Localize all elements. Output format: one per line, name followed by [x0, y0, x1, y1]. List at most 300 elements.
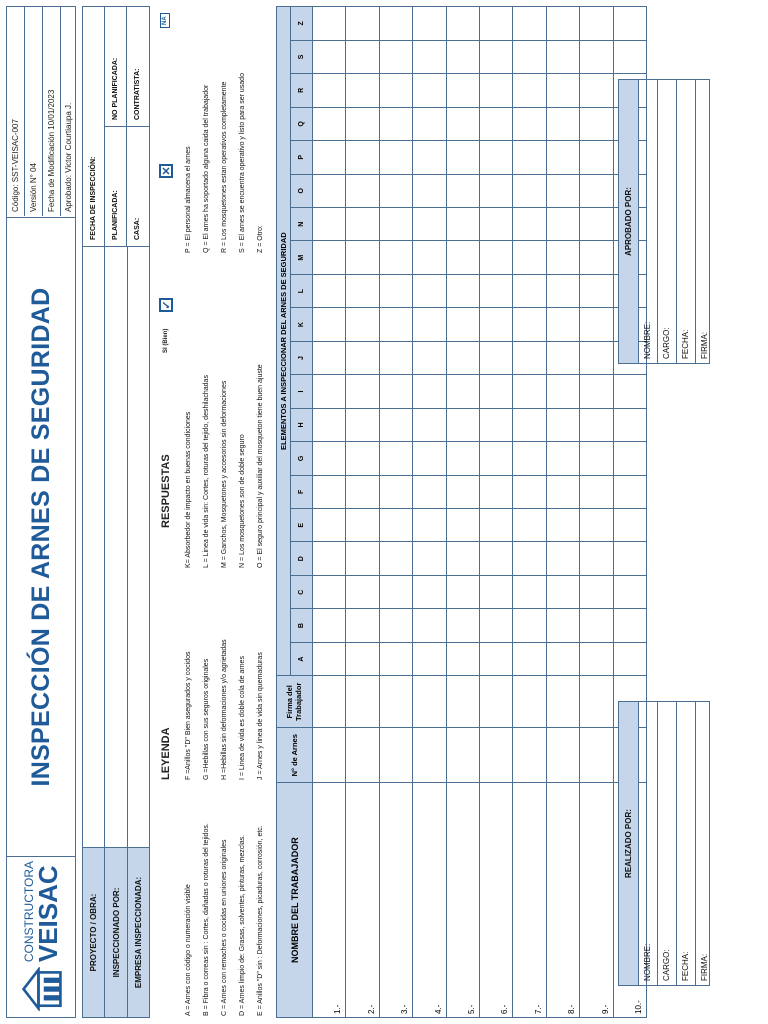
- check-cell-l[interactable]: [346, 274, 379, 307]
- worker-name-header-text: NOMBRE DEL TRABAJADOR: [289, 837, 300, 964]
- check-cell-h[interactable]: [446, 408, 479, 441]
- check-cell-s[interactable]: [379, 40, 412, 73]
- check-cell-e[interactable]: [479, 509, 512, 542]
- legend-item-o: O = El seguro principal y auxiliar del mosqueton tiene buen ajuste: [257, 364, 264, 568]
- check-cell-c[interactable]: [546, 575, 579, 608]
- check-cell-q[interactable]: [479, 107, 512, 140]
- check-cell-n[interactable]: [313, 207, 346, 240]
- check-cell-d[interactable]: [413, 542, 446, 575]
- check-cell-s[interactable]: [413, 40, 446, 73]
- check-cell-e[interactable]: [379, 509, 412, 542]
- aprobado-name[interactable]: NOMBRE:: [639, 80, 658, 363]
- check-cell-l[interactable]: [479, 274, 512, 307]
- check-cell-m[interactable]: [446, 241, 479, 274]
- check-cell-f[interactable]: [513, 475, 546, 508]
- responses-title: RESPUESTAS: [160, 454, 172, 528]
- element-col-q: Q: [291, 107, 313, 140]
- check-cell-b[interactable]: [379, 609, 412, 642]
- realizado-firma[interactable]: FIRMA:: [700, 953, 709, 981]
- check-cell-j[interactable]: [379, 341, 412, 374]
- check-cell-o[interactable]: [479, 174, 512, 207]
- check-cell-m[interactable]: [313, 241, 346, 274]
- check-cell-c[interactable]: [613, 575, 646, 608]
- check-cell-l[interactable]: [580, 274, 613, 307]
- legend-item-s: S = El arnes se encuentra operativo y listo para ser usado: [239, 73, 246, 253]
- check-cell-f[interactable]: [479, 475, 512, 508]
- worker-name-cell[interactable]: [513, 783, 546, 1018]
- check-cell-g[interactable]: [613, 442, 646, 475]
- legend-item-i: I = Linea de vida es doble cola de arnes: [239, 656, 246, 780]
- element-col-s: S: [291, 40, 313, 73]
- header: [6, 6, 76, 1018]
- check-cell-a[interactable]: [379, 642, 412, 675]
- legend-item-r: R = Los mosquetones estan operativos completamente: [221, 81, 228, 253]
- check-cell-e[interactable]: [413, 509, 446, 542]
- element-col-p: P: [291, 141, 313, 174]
- check-cell-m[interactable]: [479, 241, 512, 274]
- aprobado-cargo[interactable]: CARGO:: [658, 80, 677, 363]
- check-cell-m[interactable]: [413, 241, 446, 274]
- check-cell-b[interactable]: [413, 609, 446, 642]
- check-cell-h[interactable]: [580, 408, 613, 441]
- check-cell-l[interactable]: [379, 274, 412, 307]
- check-cell-p[interactable]: [513, 141, 546, 174]
- check-cell-f[interactable]: [446, 475, 479, 508]
- signature-cell[interactable]: [413, 676, 446, 728]
- check-cell-r[interactable]: [313, 74, 346, 107]
- check-cell-p[interactable]: [413, 141, 446, 174]
- element-col-i: I: [291, 375, 313, 408]
- signature-cell[interactable]: [479, 676, 512, 728]
- check-cell-s[interactable]: [513, 40, 546, 73]
- check-cell-c[interactable]: [513, 575, 546, 608]
- check-cell-g[interactable]: [513, 442, 546, 475]
- check-cell-a[interactable]: [313, 642, 346, 675]
- check-cell-n[interactable]: [413, 207, 446, 240]
- realizado-name[interactable]: NOMBRE:: [639, 702, 658, 985]
- check-cell-d[interactable]: [446, 542, 479, 575]
- check-cell-h[interactable]: [513, 408, 546, 441]
- element-col-n: N: [291, 207, 313, 240]
- worker-name-cell[interactable]: [313, 783, 346, 1018]
- check-cell-e[interactable]: [346, 509, 379, 542]
- check-cell-z[interactable]: [546, 7, 579, 41]
- check-cell-n[interactable]: [546, 207, 579, 240]
- check-cell-c[interactable]: [413, 575, 446, 608]
- check-cell-s[interactable]: [613, 40, 646, 73]
- legend-item-k: K= Absorbedor de impacto en buenas condiciones: [185, 411, 192, 568]
- check-cell-s[interactable]: [546, 40, 579, 73]
- worker-name-cell[interactable]: [346, 783, 379, 1018]
- legend-title: LEYENDA: [160, 727, 172, 780]
- check-cell-d[interactable]: [313, 542, 346, 575]
- harness-number-cell[interactable]: [379, 728, 412, 783]
- check-cell-p[interactable]: [580, 141, 613, 174]
- table-row: [313, 7, 346, 1018]
- check-cell-n[interactable]: [446, 207, 479, 240]
- check-cell-d[interactable]: [513, 542, 546, 575]
- check-cell-r[interactable]: [379, 74, 412, 107]
- meta-date: Fecha de Modificación 10/01/2023: [43, 6, 61, 216]
- check-cell-n[interactable]: [346, 207, 379, 240]
- check-cell-h[interactable]: [613, 408, 646, 441]
- x-mark-icon: ✕: [159, 164, 173, 178]
- legend-item-j: J = Arnes y linea de vida sin quemaduras: [257, 652, 264, 780]
- check-cell-b[interactable]: [479, 609, 512, 642]
- check-cell-k[interactable]: [346, 308, 379, 341]
- check-cell-f[interactable]: [613, 475, 646, 508]
- check-cell-r[interactable]: [546, 74, 579, 107]
- check-cell-o[interactable]: [379, 174, 412, 207]
- harness-number-header-text: N° de Arnes: [290, 734, 299, 777]
- signature-cell[interactable]: [346, 676, 379, 728]
- check-cell-j[interactable]: [446, 341, 479, 374]
- signature-cell[interactable]: [546, 676, 579, 728]
- check-cell-b[interactable]: [446, 609, 479, 642]
- check-cell-z[interactable]: [346, 7, 379, 41]
- check-cell-z[interactable]: [446, 7, 479, 41]
- check-cell-f[interactable]: [546, 475, 579, 508]
- elements-header-text: ELEMENTOS A INSPECCIONAR DEL ARNES DE SEGURIDAD: [279, 232, 288, 450]
- check-cell-m[interactable]: [379, 241, 412, 274]
- signature-cell[interactable]: [513, 676, 546, 728]
- check-cell-a[interactable]: [613, 642, 646, 675]
- check-cell-r[interactable]: [479, 74, 512, 107]
- element-col-a: A: [291, 642, 313, 675]
- check-cell-n[interactable]: [580, 207, 613, 240]
- meta-code: Código: SST-VEISAC-007: [7, 6, 25, 216]
- check-cell-r[interactable]: [580, 74, 613, 107]
- worker-signature-header-text: Firma del Trabajador: [285, 682, 303, 721]
- check-cell-k[interactable]: [479, 308, 512, 341]
- check-cell-o[interactable]: [546, 174, 579, 207]
- legend-item-n: N = Los mosquetones son de doble seguro: [239, 434, 246, 568]
- check-cell-c[interactable]: [313, 575, 346, 608]
- check-cell-q[interactable]: [413, 107, 446, 140]
- check-cell-q[interactable]: [446, 107, 479, 140]
- check-cell-d[interactable]: [580, 542, 613, 575]
- worker-name-cell[interactable]: [580, 783, 613, 1018]
- check-cell-z[interactable]: [479, 7, 512, 41]
- check-cell-g[interactable]: [313, 442, 346, 475]
- check-cell-i[interactable]: [580, 375, 613, 408]
- check-cell-p[interactable]: [446, 141, 479, 174]
- check-cell-e[interactable]: [546, 509, 579, 542]
- element-col-k: K: [291, 308, 313, 341]
- check-cell-h[interactable]: [346, 408, 379, 441]
- company-field[interactable]: [128, 247, 149, 847]
- check-cell-s[interactable]: [580, 40, 613, 73]
- planned-label: PLANIFICADA:: [105, 126, 127, 246]
- element-col-c: C: [291, 575, 313, 608]
- inspection-table: [276, 6, 647, 1018]
- check-cell-m[interactable]: [346, 241, 379, 274]
- legend-col-3: [180, 318, 270, 568]
- worker-signature-header: [277, 676, 313, 728]
- check-cell-f[interactable]: [580, 475, 613, 508]
- check-cell-p[interactable]: [346, 141, 379, 174]
- check-cell-p[interactable]: [313, 141, 346, 174]
- check-cell-m[interactable]: [513, 241, 546, 274]
- check-cell-a[interactable]: [513, 642, 546, 675]
- check-cell-g[interactable]: [346, 442, 379, 475]
- harness-number-header: [277, 728, 313, 783]
- check-cell-o[interactable]: [513, 174, 546, 207]
- company-small-text: CONSTRUCTORA: [22, 861, 36, 963]
- check-cell-n[interactable]: [479, 207, 512, 240]
- check-cell-e[interactable]: [446, 509, 479, 542]
- element-col-f: F: [291, 475, 313, 508]
- realizado-title: REALIZADO POR:: [619, 702, 639, 985]
- check-cell-i[interactable]: [613, 375, 646, 408]
- check-cell-h[interactable]: [546, 408, 579, 441]
- check-cell-e[interactable]: [613, 509, 646, 542]
- check-cell-j[interactable]: [580, 341, 613, 374]
- signature-cell[interactable]: [580, 676, 613, 728]
- check-cell-h[interactable]: [313, 408, 346, 441]
- check-cell-i[interactable]: [446, 375, 479, 408]
- check-cell-f[interactable]: [346, 475, 379, 508]
- logo: [15, 861, 69, 1011]
- worker-name-cell[interactable]: [446, 783, 479, 1018]
- check-cell-k[interactable]: [313, 308, 346, 341]
- check-cell-i[interactable]: [513, 375, 546, 408]
- inspected-by-label: INSPECCIONADO POR:: [105, 847, 128, 1017]
- elements-header: [277, 7, 291, 676]
- check-cell-a[interactable]: [546, 642, 579, 675]
- check-cell-i[interactable]: [479, 375, 512, 408]
- check-cell-j[interactable]: [479, 341, 512, 374]
- element-col-m: M: [291, 241, 313, 274]
- check-cell-e[interactable]: [313, 509, 346, 542]
- check-cell-a[interactable]: [479, 642, 512, 675]
- legend-item-d: D = Arnes limpio de: Grasas, solventes, pinturas, mezclas.: [239, 834, 246, 1016]
- check-cell-l[interactable]: [446, 274, 479, 307]
- check-cell-b[interactable]: [546, 609, 579, 642]
- check-cell-o[interactable]: [413, 174, 446, 207]
- check-cell-q[interactable]: [546, 107, 579, 140]
- check-cell-n[interactable]: [513, 207, 546, 240]
- check-cell-p[interactable]: [379, 141, 412, 174]
- check-cell-z[interactable]: [613, 7, 646, 41]
- check-cell-z[interactable]: [513, 7, 546, 41]
- check-cell-c[interactable]: [379, 575, 412, 608]
- check-cell-q[interactable]: [379, 107, 412, 140]
- check-cell-a[interactable]: [580, 642, 613, 675]
- check-cell-p[interactable]: [479, 141, 512, 174]
- check-cell-l[interactable]: [546, 274, 579, 307]
- check-cell-l[interactable]: [413, 274, 446, 307]
- worker-name-cell[interactable]: [413, 783, 446, 1018]
- check-cell-s[interactable]: [313, 40, 346, 73]
- element-col-z: Z: [291, 7, 313, 41]
- signature-cell[interactable]: [379, 676, 412, 728]
- check-cell-f[interactable]: [379, 475, 412, 508]
- check-cell-b[interactable]: [580, 609, 613, 642]
- check-cell-q[interactable]: [313, 107, 346, 140]
- check-cell-q[interactable]: [513, 107, 546, 140]
- check-cell-r[interactable]: [346, 74, 379, 107]
- check-cell-i[interactable]: [346, 375, 379, 408]
- check-cell-d[interactable]: [479, 542, 512, 575]
- check-cell-i[interactable]: [379, 375, 412, 408]
- check-cell-l[interactable]: [313, 274, 346, 307]
- worker-name-cell[interactable]: [479, 783, 512, 1018]
- check-cell-e[interactable]: [580, 509, 613, 542]
- check-cell-s[interactable]: [479, 40, 512, 73]
- aprobado-firma[interactable]: FIRMA:: [700, 331, 709, 359]
- check-cell-o[interactable]: [313, 174, 346, 207]
- check-cell-z[interactable]: [580, 7, 613, 41]
- check-cell-o[interactable]: [346, 174, 379, 207]
- company-name: VEISAC: [33, 865, 63, 963]
- legend-item-c: C = Arnes con remaches o cocidas en uniones originales: [221, 839, 228, 1016]
- project-field[interactable]: [83, 247, 105, 847]
- check-cell-n[interactable]: [379, 207, 412, 240]
- check-cell-b[interactable]: [613, 609, 646, 642]
- check-cell-s[interactable]: [346, 40, 379, 73]
- table-row: [446, 7, 479, 1018]
- row-number: 5.-: [466, 1004, 476, 1014]
- check-cell-b[interactable]: [346, 609, 379, 642]
- check-cell-h[interactable]: [479, 408, 512, 441]
- check-cell-m[interactable]: [580, 241, 613, 274]
- check-cell-g[interactable]: [479, 442, 512, 475]
- legend-item-a: A = Arnes con código o numeración visible: [185, 884, 192, 1016]
- check-cell-g[interactable]: [580, 442, 613, 475]
- element-col-e: E: [291, 509, 313, 542]
- worker-name-header: [277, 783, 313, 1018]
- check-cell-r[interactable]: [446, 74, 479, 107]
- check-cell-k[interactable]: [513, 308, 546, 341]
- check-cell-d[interactable]: [546, 542, 579, 575]
- realizado-fecha[interactable]: FECHA:: [677, 702, 696, 985]
- check-cell-q[interactable]: [580, 107, 613, 140]
- check-cell-k[interactable]: [546, 308, 579, 341]
- inspected-by-field[interactable]: [105, 247, 128, 847]
- legend-item-f: F =Anillos "D" Bien asegurados y cocidos: [185, 651, 192, 780]
- check-cell-k[interactable]: [580, 308, 613, 341]
- check-cell-a[interactable]: [346, 642, 379, 675]
- check-cell-j[interactable]: [313, 341, 346, 374]
- check-cell-k[interactable]: [379, 308, 412, 341]
- legend-item-p: P = El personal almacena el arnes: [185, 146, 192, 253]
- inspection-date-label: FECHA DE INSPECCIÓN:: [83, 6, 105, 246]
- check-cell-d[interactable]: [379, 542, 412, 575]
- check-cell-g[interactable]: [413, 442, 446, 475]
- row-number: 8.-: [567, 1004, 577, 1014]
- harness-number-cell[interactable]: [313, 728, 346, 783]
- harness-number-cell[interactable]: [413, 728, 446, 783]
- realizado-box: [618, 701, 710, 986]
- check-cell-d[interactable]: [613, 542, 646, 575]
- harness-number-cell[interactable]: [513, 728, 546, 783]
- aprobado-fecha[interactable]: FECHA:: [677, 80, 696, 363]
- check-cell-g[interactable]: [546, 442, 579, 475]
- table-row: [346, 7, 379, 1018]
- meta-version: Versión N° 04: [25, 6, 43, 216]
- signature-cell[interactable]: [446, 676, 479, 728]
- check-cell-c[interactable]: [346, 575, 379, 608]
- check-cell-g[interactable]: [446, 442, 479, 475]
- row-number: 3.-: [400, 1004, 410, 1014]
- check-cell-b[interactable]: [513, 609, 546, 642]
- check-cell-z[interactable]: [379, 7, 412, 41]
- project-label: PROYECTO / OBRA:: [83, 847, 105, 1017]
- building-logo-icon: [18, 967, 66, 1011]
- legend-section: [158, 6, 273, 1018]
- check-cell-d[interactable]: [346, 542, 379, 575]
- legend-item-e: E = Anillos "D" sin : Deformaciones, picaduras, corrosión, etc.: [257, 825, 264, 1016]
- check-cell-p[interactable]: [546, 141, 579, 174]
- row-number: 9.-: [600, 1004, 610, 1014]
- check-cell-a[interactable]: [413, 642, 446, 675]
- check-cell-c[interactable]: [580, 575, 613, 608]
- harness-number-cell[interactable]: [446, 728, 479, 783]
- check-cell-z[interactable]: [413, 7, 446, 41]
- worker-name-cell[interactable]: [546, 783, 579, 1018]
- legend-item-g: G =Hebillas con sus seguros originales: [203, 658, 210, 780]
- check-cell-f[interactable]: [413, 475, 446, 508]
- harness-number-cell[interactable]: [580, 728, 613, 783]
- check-cell-r[interactable]: [513, 74, 546, 107]
- element-col-r: R: [291, 74, 313, 107]
- check-cell-h[interactable]: [379, 408, 412, 441]
- check-cell-j[interactable]: [346, 341, 379, 374]
- worker-name-cell[interactable]: [379, 783, 412, 1018]
- check-cell-f[interactable]: [313, 475, 346, 508]
- table-row: [580, 7, 613, 1018]
- check-cell-j[interactable]: [546, 341, 579, 374]
- legend-item-m: M = Ganchos, Mosquetones y accesorios sin deformaciones: [221, 380, 228, 568]
- check-cell-g[interactable]: [379, 442, 412, 475]
- check-cell-h[interactable]: [413, 408, 446, 441]
- check-cell-k[interactable]: [413, 308, 446, 341]
- page-title: INSPECCIÓN DE ARNES DE SEGURIDAD: [26, 287, 55, 787]
- check-cell-i[interactable]: [413, 375, 446, 408]
- check-cell-b[interactable]: [313, 609, 346, 642]
- doc-meta: [7, 6, 75, 216]
- harness-number-cell[interactable]: [479, 728, 512, 783]
- check-cell-i[interactable]: [546, 375, 579, 408]
- legend-item-h: H =Hebillas sin deformaciones y/o agrietadas: [221, 639, 228, 780]
- check-cell-o[interactable]: [446, 174, 479, 207]
- check-cell-j[interactable]: [413, 341, 446, 374]
- check-cell-q[interactable]: [346, 107, 379, 140]
- signature-cell[interactable]: [313, 676, 346, 728]
- harness-number-cell[interactable]: [546, 728, 579, 783]
- check-cell-l[interactable]: [513, 274, 546, 307]
- check-cell-o[interactable]: [580, 174, 613, 207]
- si-bien-label: SI (Bien): [163, 328, 169, 353]
- check-cell-e[interactable]: [513, 509, 546, 542]
- harness-number-cell[interactable]: [346, 728, 379, 783]
- check-cell-k[interactable]: [446, 308, 479, 341]
- check-cell-z[interactable]: [313, 7, 346, 41]
- check-cell-c[interactable]: [446, 575, 479, 608]
- check-cell-i[interactable]: [313, 375, 346, 408]
- check-cell-c[interactable]: [479, 575, 512, 608]
- check-cell-a[interactable]: [446, 642, 479, 675]
- check-cell-s[interactable]: [446, 40, 479, 73]
- house-label: CASA:: [127, 126, 149, 246]
- check-cell-r[interactable]: [413, 74, 446, 107]
- check-cell-j[interactable]: [513, 341, 546, 374]
- realizado-cargo[interactable]: CARGO:: [658, 702, 677, 985]
- info-section: [82, 6, 150, 1018]
- check-cell-m[interactable]: [546, 241, 579, 274]
- unplanned-label: NO PLANIFICADA:: [105, 6, 127, 126]
